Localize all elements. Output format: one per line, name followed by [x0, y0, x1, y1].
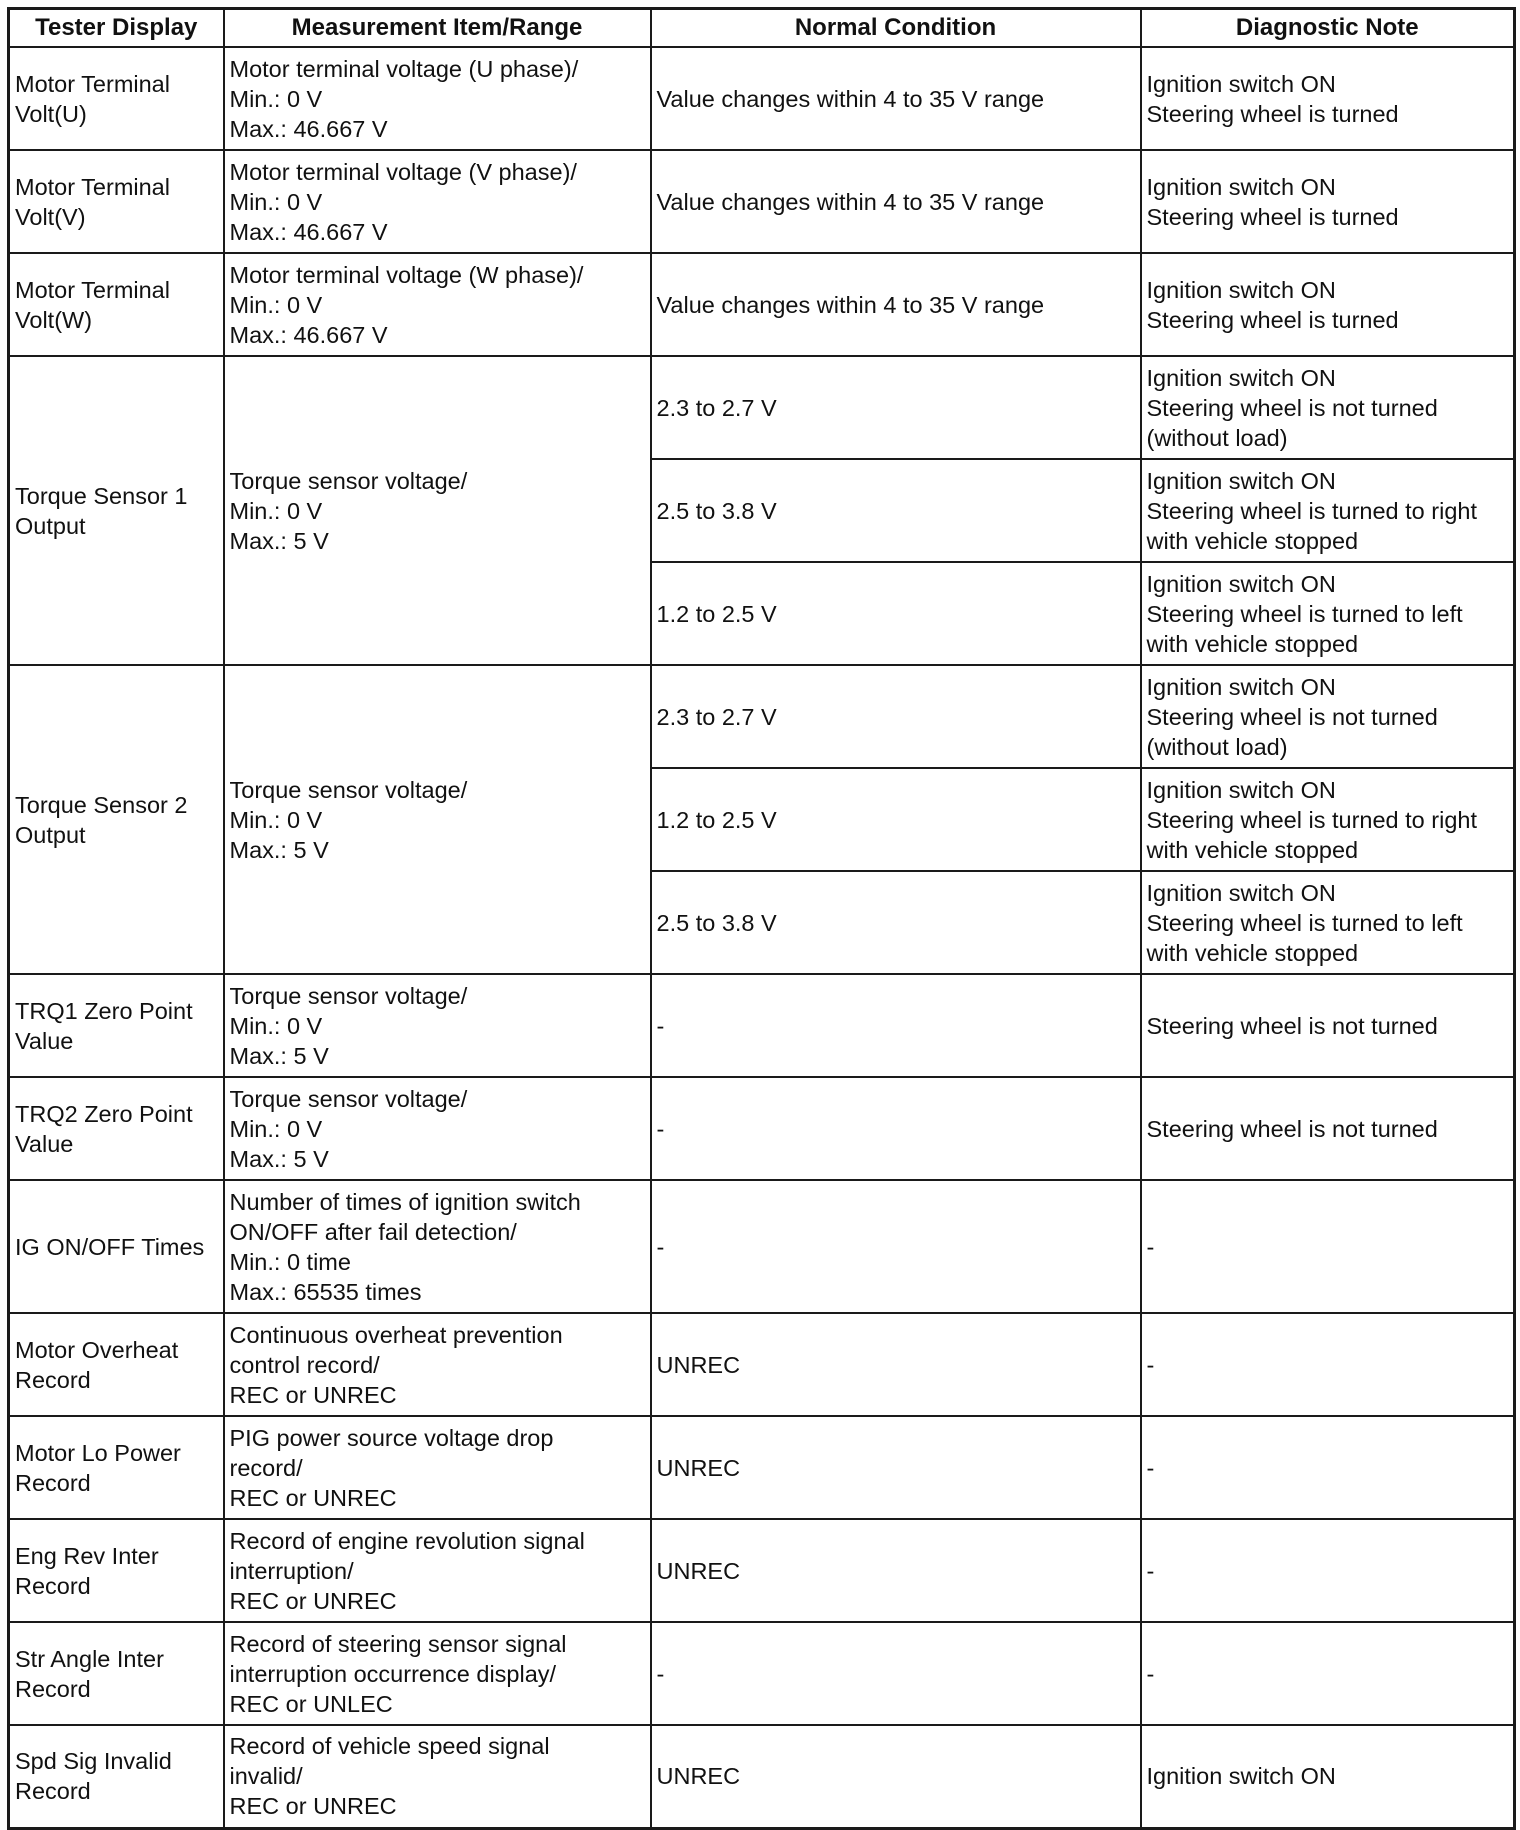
diagnostic-note-cell-line: Ignition switch ON	[1146, 673, 1336, 700]
diagnostic-note-cell-line: Ignition switch ON	[1146, 70, 1336, 97]
normal-condition-cell-line: UNREC	[656, 1454, 741, 1481]
normal-condition-cell	[651, 253, 1141, 356]
measurement-range-cell	[224, 1077, 651, 1180]
diagnostic-note-cell	[1141, 459, 1515, 562]
tester-display-cell-line: Volt(W)	[15, 306, 93, 333]
diagnostic-note-cell-line: with vehicle stopped	[1146, 527, 1359, 554]
diagnostic-note-cell	[1141, 871, 1515, 974]
tester-display-cell	[9, 47, 224, 150]
normal-condition-cell	[651, 665, 1141, 768]
measurement-range-cell-line: REC or UNLEC	[229, 1690, 393, 1717]
normal-condition-cell	[651, 1519, 1141, 1622]
measurement-range-cell-line: Min.: 0 V	[229, 291, 323, 318]
table-row	[9, 1416, 1515, 1519]
measurement-range-cell-line: invalid/	[229, 1763, 303, 1790]
tester-display-cell-line: Spd Sig Invalid	[15, 1748, 172, 1775]
measurement-range-cell	[224, 1313, 651, 1416]
normal-condition-cell-line: 1.2 to 2.5 V	[656, 806, 777, 833]
measurement-range-cell-line: record/	[229, 1454, 303, 1481]
normal-condition-cell-line: Value changes within 4 to 35 V range	[656, 85, 1045, 112]
normal-condition-cell-line: -	[656, 1115, 665, 1142]
normal-condition-cell	[651, 356, 1141, 459]
diagnostic-note-cell-line: Ignition switch ON	[1146, 276, 1336, 303]
measurement-range-cell-line: Min.: 0 V	[229, 1115, 323, 1142]
tester-display-cell	[9, 974, 224, 1077]
measurement-range-cell-line: REC or UNREC	[229, 1484, 397, 1511]
diagnostic-note-cell-line: -	[1146, 1351, 1155, 1378]
header-row	[9, 9, 1515, 48]
tester-display-cell	[9, 1519, 224, 1622]
tester-display-cell-line: Value	[15, 1027, 74, 1054]
measurement-range-cell	[224, 150, 651, 253]
diagnostic-note-cell-line: Ignition switch ON	[1146, 879, 1336, 906]
tester-display-cell-line: Record	[15, 1572, 91, 1599]
normal-condition-cell-line: 2.3 to 2.7 V	[656, 703, 777, 730]
measurement-range-cell-line: Min.: 0 V	[229, 1012, 323, 1039]
tester-display-cell	[9, 1725, 224, 1828]
measurement-range-cell-line: Record of vehicle speed signal	[229, 1733, 550, 1760]
tester-display-cell-line: Motor Lo Power	[15, 1439, 181, 1466]
measurement-range-cell-line: REC or UNREC	[229, 1587, 397, 1614]
measurement-range-cell-line: PIG power source voltage drop	[229, 1424, 554, 1451]
normal-condition-cell	[651, 871, 1141, 974]
diagnostic-note-cell	[1141, 1077, 1515, 1180]
tester-display-cell-line: Record	[15, 1366, 91, 1393]
diagnostic-note-cell	[1141, 665, 1515, 768]
tester-display-cell-line: Output	[15, 512, 86, 539]
normal-condition-cell	[651, 459, 1141, 562]
diagnostic-note-cell-line: -	[1146, 1454, 1155, 1481]
diagnostic-note-cell-line: Steering wheel is not turned	[1146, 703, 1438, 730]
diagnostic-note-cell-line: (without load)	[1146, 424, 1288, 451]
measurement-range-cell-line: Torque sensor voltage/	[229, 776, 468, 803]
tester-display-cell-line: TRQ2 Zero Point	[15, 1100, 193, 1127]
diagnostic-note-cell-line: with vehicle stopped	[1146, 939, 1359, 966]
table-row	[9, 1622, 1515, 1725]
measurement-range-cell-line: Min.: 0 V	[229, 188, 323, 215]
measurement-range-cell-line: ON/OFF after fail detection/	[229, 1218, 517, 1245]
measurement-range-cell-line: interruption occurrence display/	[229, 1660, 557, 1687]
diagnostic-note-cell-line: Steering wheel is turned to right	[1146, 806, 1477, 833]
measurement-range-cell	[224, 1416, 651, 1519]
diagnostic-note-cell	[1141, 768, 1515, 871]
diagnostic-note-cell-line: Steering wheel is turned	[1146, 100, 1399, 127]
diagnostic-note-cell	[1141, 1725, 1515, 1828]
tester-display-cell	[9, 665, 224, 974]
table-row	[9, 1313, 1515, 1416]
tester-display-cell	[9, 1622, 224, 1725]
diagnostic-note-cell-line: Steering wheel is not turned	[1146, 394, 1438, 421]
normal-condition-cell-line: UNREC	[656, 1763, 741, 1790]
measurement-range-cell	[224, 665, 651, 974]
normal-condition-cell-line: 1.2 to 2.5 V	[656, 600, 777, 627]
measurement-range-cell	[224, 1519, 651, 1622]
diagnostic-note-cell	[1141, 356, 1515, 459]
tester-display-cell-line: Motor Terminal	[15, 276, 170, 303]
normal-condition-cell	[651, 1622, 1141, 1725]
diagnostic-note-cell	[1141, 47, 1515, 150]
diagnostic-note-cell-line: Steering wheel is not turned	[1146, 1115, 1438, 1142]
diagnostic-note-cell	[1141, 150, 1515, 253]
tester-display-cell	[9, 253, 224, 356]
measurement-range-cell-line: Record of engine revolution signal	[229, 1527, 585, 1554]
table-row	[9, 665, 1515, 768]
measurement-range-cell-line: Max.: 46.667 V	[229, 321, 388, 348]
normal-condition-cell-line: -	[656, 1660, 665, 1687]
normal-condition-cell	[651, 1313, 1141, 1416]
tester-display-cell-line: Record	[15, 1469, 91, 1496]
measurement-range-cell-line: Min.: 0 V	[229, 497, 323, 524]
table-row	[9, 1077, 1515, 1180]
diagnostic-note-cell-line: -	[1146, 1557, 1155, 1584]
diagnostic-note-cell-line: Steering wheel is turned to right	[1146, 497, 1477, 524]
diagnostic-note-cell-line: Steering wheel is turned	[1146, 203, 1399, 230]
diagnostic-note-cell-line: Steering wheel is turned to left	[1146, 600, 1463, 627]
tester-display-cell	[9, 356, 224, 665]
table-row	[9, 1725, 1515, 1828]
table-row	[9, 47, 1515, 150]
diagnostic-note-cell-line: -	[1146, 1660, 1155, 1687]
diagnostic-note-cell-line: Ignition switch ON	[1146, 467, 1336, 494]
measurement-range-cell	[224, 253, 651, 356]
measurement-range-cell-line: Motor terminal voltage (W phase)/	[229, 261, 584, 288]
normal-condition-cell-line: -	[656, 1012, 665, 1039]
tester-display-cell-line: Torque Sensor 2	[15, 791, 188, 818]
diagnostic-note-cell-line: -	[1146, 1233, 1155, 1260]
normal-condition-cell-line: 2.5 to 3.8 V	[656, 497, 777, 524]
measurement-range-cell-line: Max.: 5 V	[229, 1042, 329, 1069]
tester-display-cell-line: Volt(V)	[15, 203, 86, 230]
diagnostic-note-cell-line: Steering wheel is turned	[1146, 306, 1399, 333]
normal-condition-cell	[651, 47, 1141, 150]
measurement-range-cell	[224, 974, 651, 1077]
diagnostic-note-cell-line: Steering wheel is turned to left	[1146, 909, 1463, 936]
normal-condition-cell	[651, 974, 1141, 1077]
measurement-range-cell-line: Min.: 0 time	[229, 1248, 351, 1275]
normal-condition-cell	[651, 1416, 1141, 1519]
measurement-range-cell-line: Torque sensor voltage/	[229, 1085, 468, 1112]
normal-condition-cell-line: 2.5 to 3.8 V	[656, 909, 777, 936]
diagnostic-note-cell-line: Ignition switch ON	[1146, 1763, 1336, 1790]
diagnostic-note-cell	[1141, 1622, 1515, 1725]
normal-condition-cell	[651, 1077, 1141, 1180]
measurement-range-cell-line: Max.: 65535 times	[229, 1278, 422, 1305]
measurement-range-cell-line: interruption/	[229, 1557, 354, 1584]
tester-display-cell-line: Record	[15, 1675, 91, 1702]
diagnostic-note-cell-line: Ignition switch ON	[1146, 173, 1336, 200]
measurement-range-cell-line: REC or UNREC	[229, 1381, 397, 1408]
tester-display-cell	[9, 1180, 224, 1313]
normal-condition-cell-line: Value changes within 4 to 35 V range	[656, 291, 1045, 318]
normal-condition-cell-line: Value changes within 4 to 35 V range	[656, 188, 1045, 215]
measurement-range-cell-line: Max.: 5 V	[229, 527, 329, 554]
normal-condition-cell-line: UNREC	[656, 1351, 741, 1378]
diagnostic-note-cell	[1141, 562, 1515, 665]
measurement-range-cell	[224, 1725, 651, 1828]
tester-display-cell-line: Torque Sensor 1	[15, 482, 188, 509]
measurement-range-cell-line: Continuous overheat prevention	[229, 1321, 563, 1348]
measurement-range-cell-line: Max.: 46.667 V	[229, 115, 388, 142]
diagnostic-data-table	[7, 7, 1516, 1830]
measurement-range-cell-line: Record of steering sensor signal	[229, 1630, 567, 1657]
table-row	[9, 150, 1515, 253]
measurement-range-cell-line: Torque sensor voltage/	[229, 467, 468, 494]
normal-condition-cell	[651, 150, 1141, 253]
table-row	[9, 1180, 1515, 1313]
tester-display-cell-line: IG ON/OFF Times	[15, 1233, 205, 1260]
header-diagnostic-note: Diagnostic Note	[1141, 9, 1515, 48]
normal-condition-cell-line: -	[656, 1233, 665, 1260]
normal-condition-cell	[651, 1725, 1141, 1828]
normal-condition-cell	[651, 768, 1141, 871]
diagnostic-note-cell-line: Ignition switch ON	[1146, 364, 1336, 391]
tester-display-cell	[9, 150, 224, 253]
tester-display-cell-line: Motor Overheat	[15, 1336, 179, 1363]
tester-display-cell-line: Output	[15, 821, 86, 848]
tester-display-cell-line: Motor Terminal	[15, 173, 170, 200]
diagnostic-note-cell	[1141, 1180, 1515, 1313]
tester-display-cell-line: TRQ1 Zero Point	[15, 997, 193, 1024]
table-row	[9, 1519, 1515, 1622]
measurement-range-cell-line: Number of times of ignition switch	[229, 1188, 581, 1215]
diagnostic-note-cell-line: Ignition switch ON	[1146, 570, 1336, 597]
measurement-range-cell-line: Motor terminal voltage (V phase)/	[229, 158, 577, 185]
normal-condition-cell	[651, 562, 1141, 665]
normal-condition-cell	[651, 1180, 1141, 1313]
diagnostic-note-cell	[1141, 1313, 1515, 1416]
diagnostic-note-cell-line: (without load)	[1146, 733, 1288, 760]
normal-condition-cell-line: UNREC	[656, 1557, 741, 1584]
tester-display-cell-line: Record	[15, 1778, 91, 1805]
diagnostic-note-cell	[1141, 1519, 1515, 1622]
measurement-range-cell-line: Min.: 0 V	[229, 85, 323, 112]
measurement-range-cell-line: Max.: 5 V	[229, 836, 329, 863]
measurement-range-cell-line: REC or UNREC	[229, 1793, 397, 1820]
normal-condition-cell-line: 2.3 to 2.7 V	[656, 394, 777, 421]
tester-display-cell-line: Eng Rev Inter	[15, 1542, 159, 1569]
header-tester-display: Tester Display	[9, 9, 224, 48]
diagnostic-note-cell-line: Steering wheel is not turned	[1146, 1012, 1438, 1039]
measurement-range-cell-line: Max.: 46.667 V	[229, 218, 388, 245]
tester-display-cell-line: Motor Terminal	[15, 70, 170, 97]
tester-display-cell	[9, 1313, 224, 1416]
diagnostic-note-cell	[1141, 1416, 1515, 1519]
measurement-range-cell-line: Torque sensor voltage/	[229, 982, 468, 1009]
table-row	[9, 253, 1515, 356]
diagnostic-note-cell-line: Ignition switch ON	[1146, 776, 1336, 803]
diagnostic-note-cell-line: with vehicle stopped	[1146, 630, 1359, 657]
tester-display-cell	[9, 1416, 224, 1519]
diagnostic-note-cell-line: with vehicle stopped	[1146, 836, 1359, 863]
measurement-range-cell-line: Max.: 5 V	[229, 1145, 329, 1172]
tester-display-cell-line: Value	[15, 1130, 74, 1157]
measurement-range-cell-line: control record/	[229, 1351, 380, 1378]
tester-display-cell	[9, 1077, 224, 1180]
measurement-range-cell-line: Motor terminal voltage (U phase)/	[229, 55, 579, 82]
measurement-range-cell	[224, 356, 651, 665]
measurement-range-cell	[224, 1622, 651, 1725]
diagnostic-note-cell	[1141, 974, 1515, 1077]
table-body	[9, 47, 1515, 1828]
header-normal-condition: Normal Condition	[651, 9, 1141, 48]
tester-display-cell-line: Volt(U)	[15, 100, 87, 127]
header-measurement-item: Measurement Item/Range	[224, 9, 651, 48]
diagnostic-note-cell	[1141, 253, 1515, 356]
tester-display-cell-line: Str Angle Inter	[15, 1645, 164, 1672]
measurement-range-cell	[224, 1180, 651, 1313]
measurement-range-cell	[224, 47, 651, 150]
table-row	[9, 974, 1515, 1077]
table-row	[9, 356, 1515, 459]
measurement-range-cell-line: Min.: 0 V	[229, 806, 323, 833]
